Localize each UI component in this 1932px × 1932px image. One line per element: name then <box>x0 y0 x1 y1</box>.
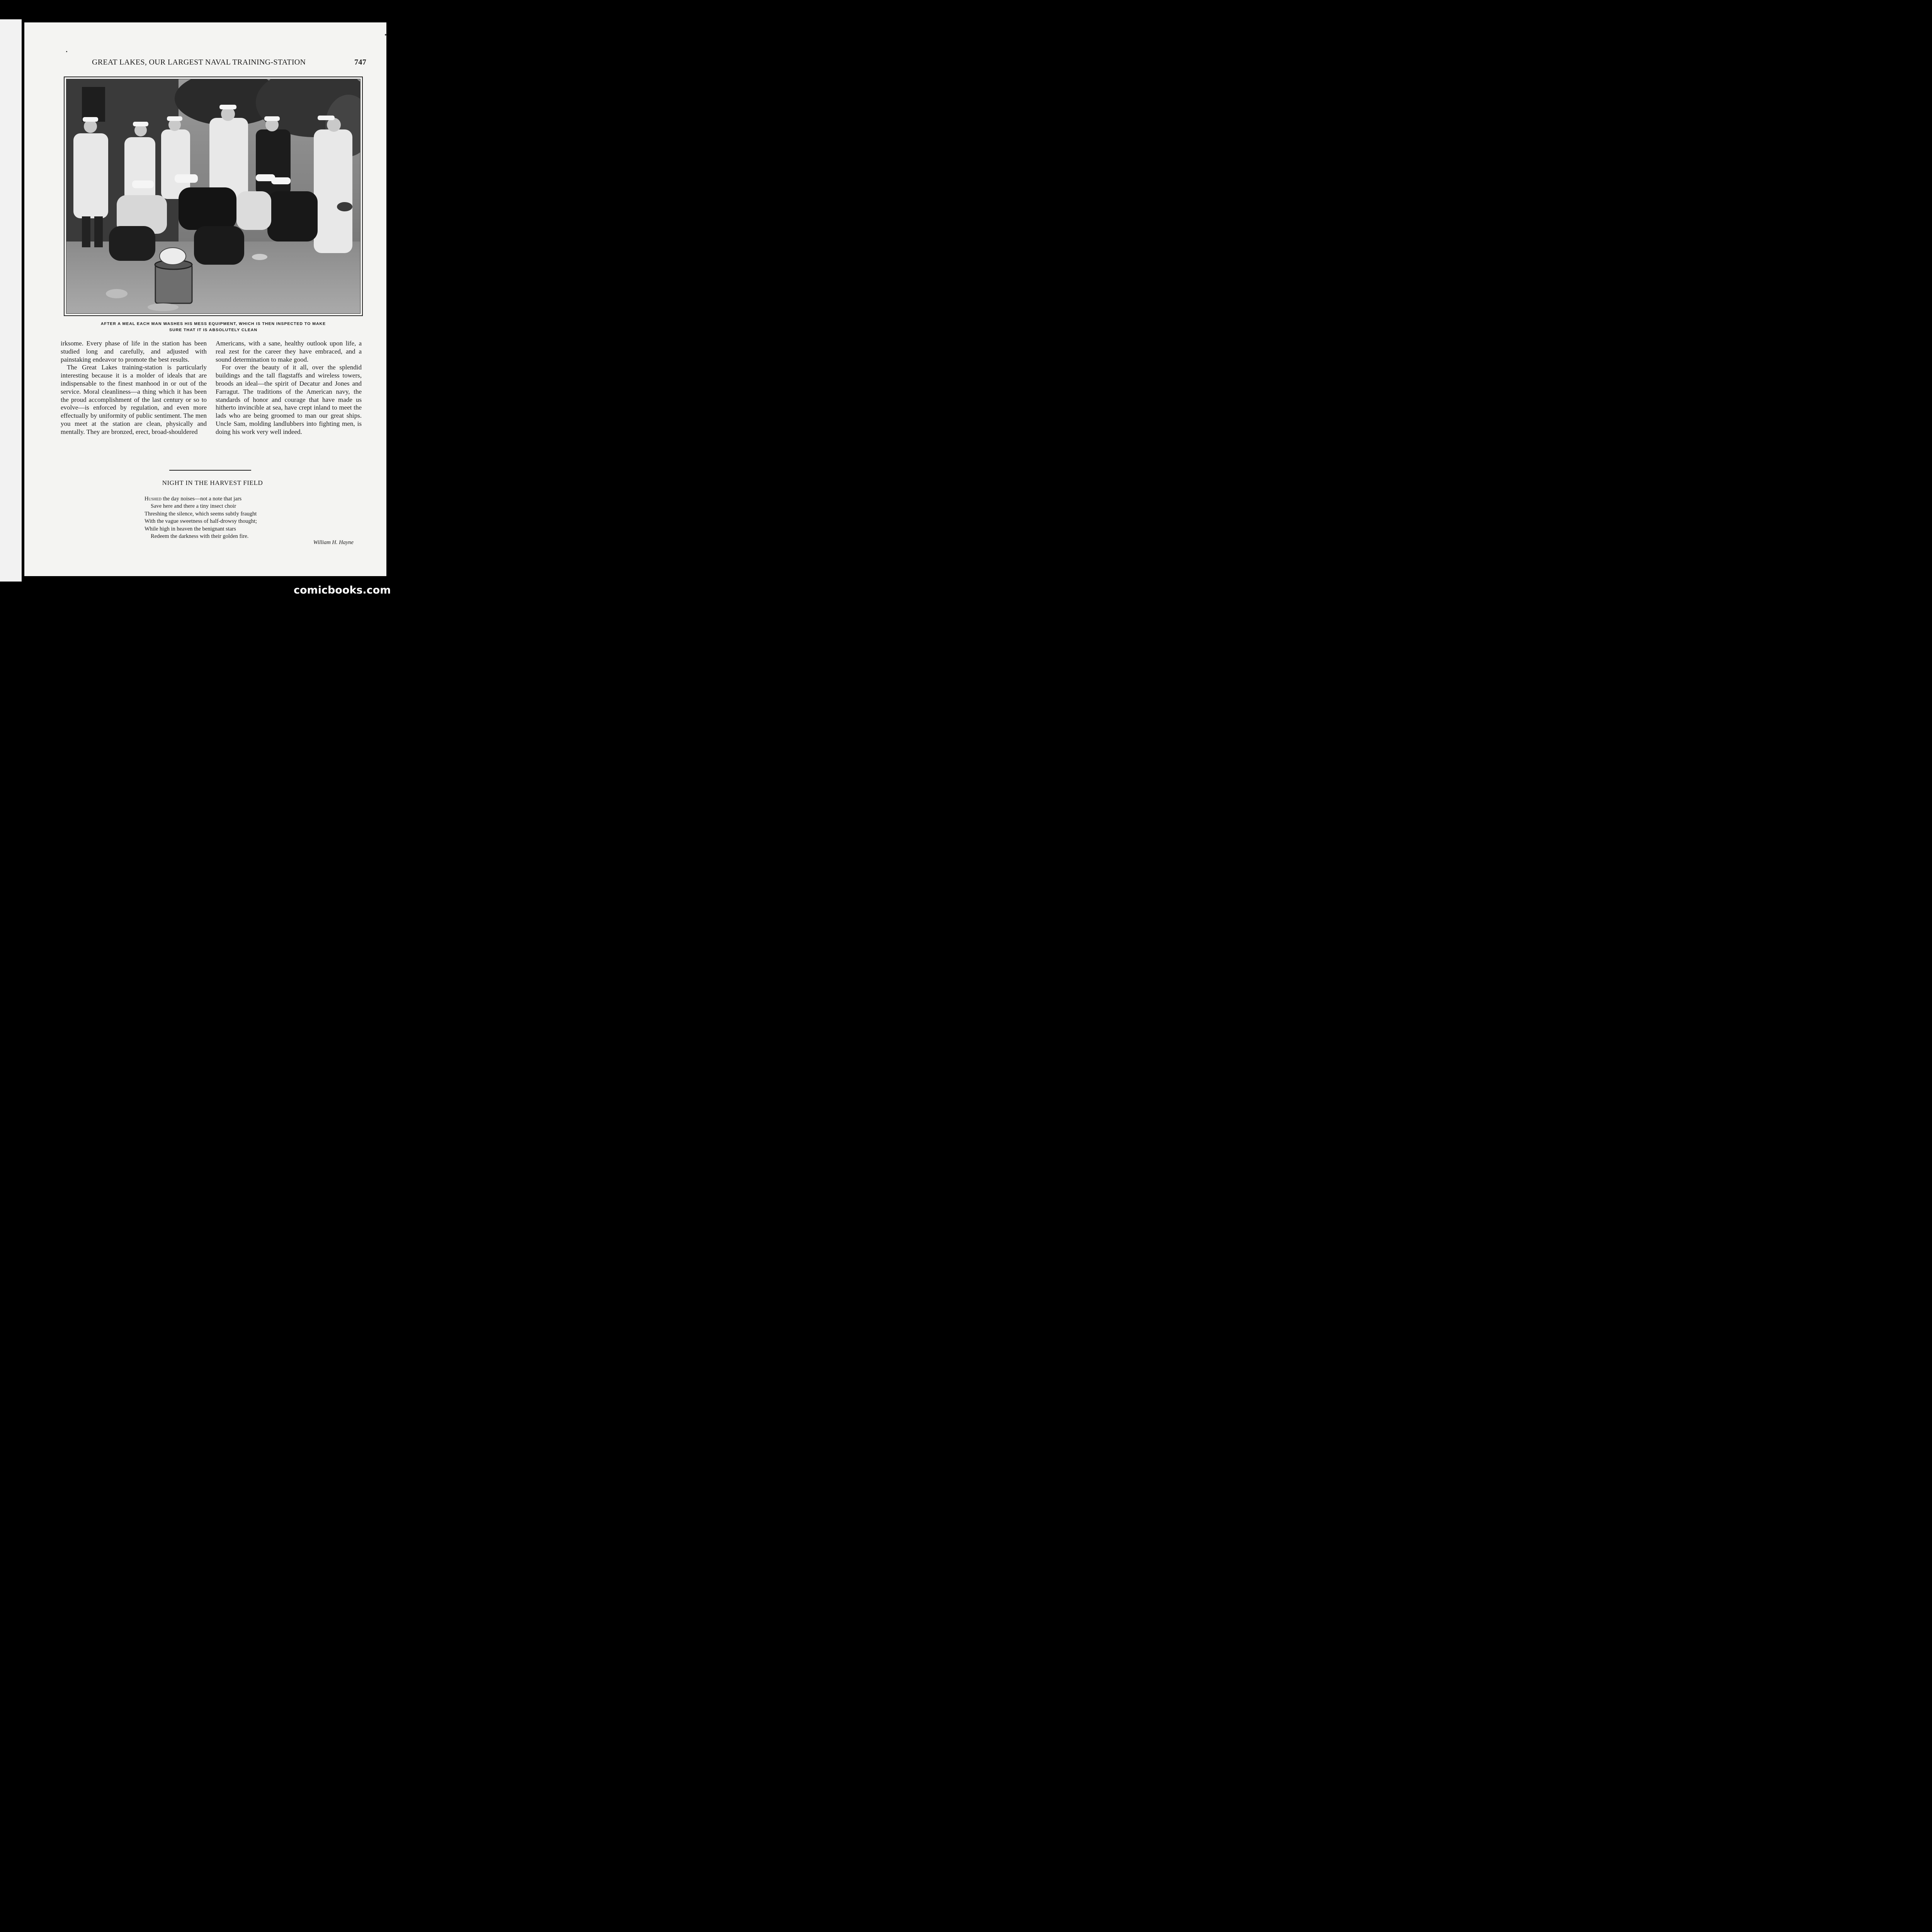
paragraph: For over the beauty of it all, over the splendid buildings and the tall flagstaffs and wireless towers, broods an ideal—the spirit of Decatur and Jones and Farragut. The traditions of the American navy, the standards of honor and courage that have made us hitherto invincible at sea, have crept inland to meet the lads who are being groomed to man our great ships. Uncle Sam, molding landlubbers into fighting men, is doing his work very well indeed. <box>216 364 362 435</box>
poem-body <box>145 495 257 540</box>
photo-illustration <box>66 79 360 313</box>
poem-line-text: the day noises—not a note that jars <box>161 496 242 502</box>
poem-line: With the vague sweetness of half-drowsy thought; <box>145 518 257 525</box>
poem-line: Threshing the silence, which seems subtly fraught <box>145 510 257 517</box>
photo-frame <box>64 77 363 316</box>
paragraph: The Great Lakes training-station is particularly interesting because it is a molder of ideals that are indispensable to the finest manhood in or out of the service. Moral cleanliness—a thing which it has been the proud accomplishment of the last century or so to evolve—is enforced by regulation, and even more effectually by uniformity of public sentiment. The men you meet at the station are clean, physically and mentally. They are bronzed, erect, broad-shouldered <box>61 364 207 435</box>
running-header <box>92 58 366 67</box>
print-speck <box>66 51 67 52</box>
poem-author: William H. Hayne <box>313 539 354 546</box>
poem-line: While high in heaven the benignant stars <box>145 526 236 532</box>
article-column-right <box>216 340 362 436</box>
running-title: GREAT LAKES, OUR LARGEST NAVAL TRAINING-STATION <box>92 58 306 66</box>
scan-border-top <box>0 0 405 13</box>
page-number: 747 <box>354 58 366 66</box>
poem-title: NIGHT IN THE HARVEST FIELD <box>162 479 263 486</box>
paragraph: irksome. Every phase of life in the station has been studied long and carefully, and adjusted with painstaking endeavor to promote the best results. <box>61 340 207 363</box>
watermark: comicbooks.com <box>294 584 391 596</box>
poem-line: Redeem the darkness with their golden fire. <box>151 533 249 540</box>
sailors-washing-mess-photo <box>66 79 361 314</box>
facing-page-edge <box>0 19 22 582</box>
poem-line: Save here and there a tiny insect choir <box>151 503 236 510</box>
poem-line-lead: Hushed <box>145 496 162 502</box>
caption-line-1: AFTER A MEAL EACH MAN WASHES HIS MESS EQUIPMENT, WHICH IS THEN INSPECTED TO MAKE <box>100 321 326 326</box>
poem-line <box>145 495 257 503</box>
section-divider <box>169 470 251 471</box>
article-column-left <box>61 340 207 436</box>
print-speck <box>385 34 386 36</box>
paragraph: Americans, with a sane, healthy outlook upon life, a real zest for the career they have embraced, and a sound determination to make good. <box>216 340 362 363</box>
scan-border-right <box>390 0 405 606</box>
photo-caption <box>66 321 361 333</box>
caption-line-2: SURE THAT IT IS ABSOLUTELY CLEAN <box>169 328 257 332</box>
